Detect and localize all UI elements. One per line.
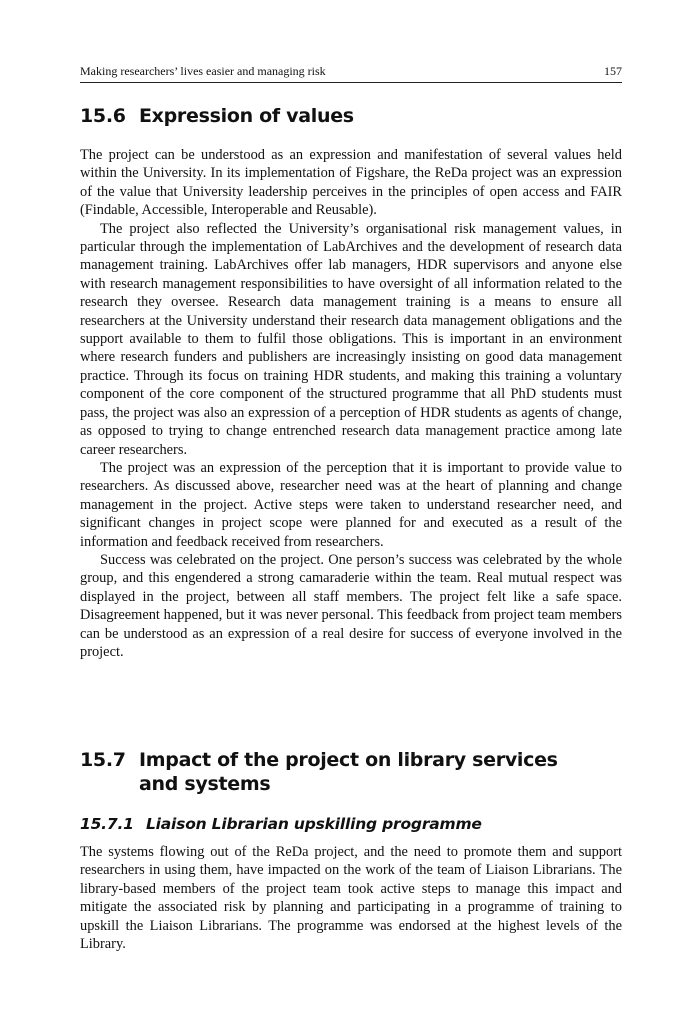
- paragraph: The systems flowing out of the ReDa project, and the need to promote them and support researchers in using them, have impacted on the work of the team of Liaison Librarians. The library-based members of the project team took active steps to manage this impact and mitigate the associated risk by planning and participating in a programme of training to upskill the Liaison Librarians. The programme was endorsed at the highest levels of the Library.: [80, 844, 622, 953]
- section-title: Impact of the project on library services and systems: [139, 749, 558, 795]
- subsection-title: Liaison Librarian upskilling programme: [146, 815, 482, 833]
- header-rule: [80, 82, 622, 83]
- paragraph: The project was an expression of the perception that it is important to provide value to researchers. As discussed above, researcher need was at the heart of planning and change management in the project. Active steps were taken to understand researcher need, and significant changes in project scope were planned for and executed as a result of the information and feedback received from researchers.: [80, 459, 622, 550]
- section-heading-15-7: [80, 748, 622, 796]
- paragraph: The project can be understood as an expression and manifestation of several values held within the University. In its implementation of Figshare, the ReDa project was an expression of the value that University leadership perceives in the principles of open access and FAIR (Findable, Accessible, Interoperable and Reusable).: [80, 147, 622, 219]
- paragraph: Success was celebrated on the project. One person’s success was celebrated by the whole group, and this engendered a strong camaraderie within the team. Real mutual respect was displayed in the project, between all staff members. The project felt like a safe space. Disagreement happened, but it was never personal. This feedback from project team members can be understood as an expression of a real desire for success of everyone involved in the project.: [80, 551, 622, 660]
- section-15-7-1-body: [80, 843, 622, 953]
- page-number: 157: [604, 64, 622, 78]
- section-title: Expression of values: [139, 105, 354, 127]
- section-heading-15-6: [80, 104, 622, 128]
- running-head: [80, 64, 622, 79]
- section-number: 15.7: [80, 749, 126, 771]
- section-15-6-body: [80, 146, 622, 661]
- section-number: 15.6: [80, 105, 126, 127]
- subsection-number: 15.7.1: [80, 815, 134, 833]
- running-head-title: Making researchers’ lives easier and managing risk: [80, 64, 326, 78]
- subsection-heading-15-7-1: [80, 815, 622, 833]
- paragraph: The project also reflected the University’s organisational risk management values, in particular through the implementation of LabArchives and the development of research data management training. LabArchives offer lab managers, HDR supervisors and anyone else with research management responsibilities to have oversight of all information related to the research they oversee. Research data management training is a means to ensure all researchers at the University understand their research data management obligations and the support available to them to fulfil those obligations. This is important in an environment where research funders and publishers are increasingly insisting on good data management practice. Through its focus on training HDR students, and making this training a voluntary component of the core component of the structured programme that all PhD students must pass, the project was also an expression of a perception of HDR students as agents of change, as opposed to trying to change entrenched research data management practice among late career researchers.: [80, 220, 622, 458]
